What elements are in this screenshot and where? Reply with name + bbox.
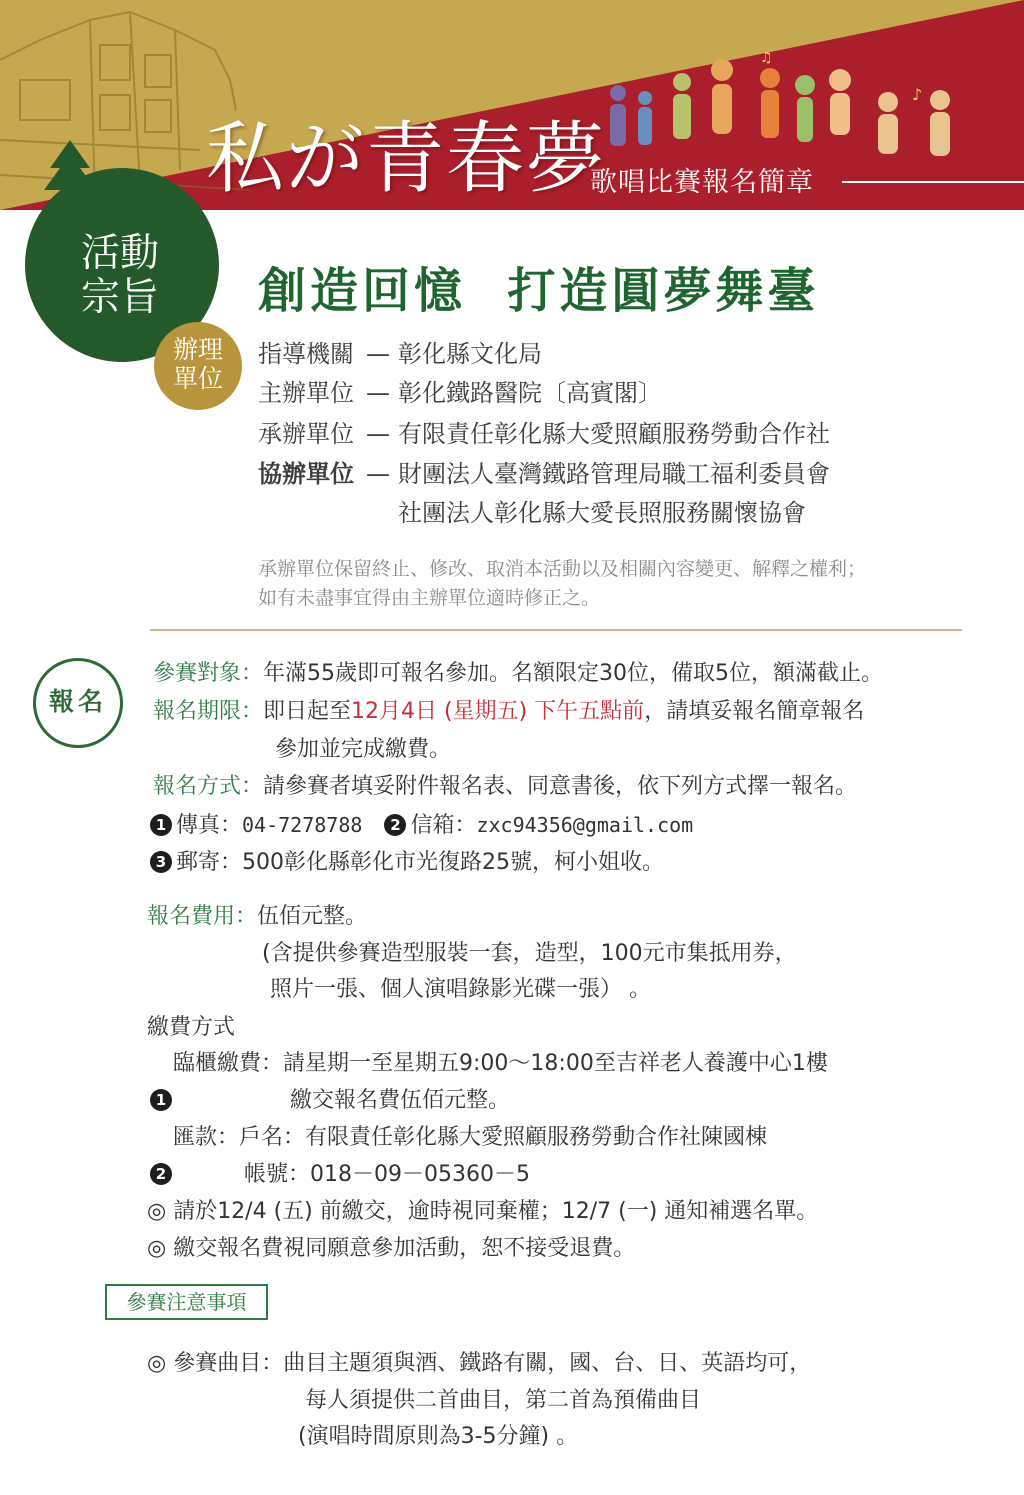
fee-amount: 伍佰元整。 [257, 904, 368, 929]
counter-text-2: 繳交報名費伍佰元整。 [290, 1088, 511, 1113]
method-text: 請參賽者填妥附件報名表、同意書後，依下列方式擇一報名。 [263, 774, 858, 799]
number-2-icon: 2 [384, 814, 406, 836]
mail-option-line [150, 845, 664, 876]
organizer-row [258, 334, 542, 369]
slogan: 創造回憶 打造圓夢舞臺 [258, 263, 820, 319]
transfer-label: 匯款： [173, 1125, 240, 1150]
disclaimer-line: 如有未盡事宜得由主辦單位適時修正之。 [258, 587, 601, 609]
deadline-date: 12月4日 (星期五) 下午五點前 [351, 699, 645, 724]
counter-text: 請星期一至星期五9:00～18:00至吉祥老人養護中心1樓 [283, 1051, 828, 1076]
sub-title: 歌唱比賽報名簡章 [590, 167, 814, 198]
counter-payment-line [173, 1046, 828, 1077]
contact-options-line [150, 808, 693, 839]
organizer-label: 指導機關 [258, 340, 354, 368]
deadline-line [153, 694, 864, 725]
registration-label: 報名 [48, 687, 107, 716]
deadline-suffix: ，請填妥報名簡章報名 [644, 699, 865, 724]
notice-line: (演唱時間原則為3-5分鐘) 。 [298, 1424, 579, 1449]
purpose-label-line2: 宗旨 [80, 275, 159, 320]
fee-label: 報名費用： [147, 904, 258, 929]
transfer-account-line [150, 1157, 530, 1188]
purpose-label [45, 232, 195, 320]
counter-label: 臨櫃繳費： [173, 1051, 284, 1076]
organizer-value: 財團法人臺灣鐵路管理局職工福利委員會 [398, 460, 830, 488]
notice-line: ◎ 參賽曲目：曲目主題須與酒、鐵路有關，國、台、日、英語均可， [147, 1351, 812, 1376]
fax-number: 04-7278788 [242, 813, 363, 837]
disclaimer-line: 承辦單位保留終止、修改、取消本活動以及相關內容變更、解釋之權利； [258, 558, 867, 580]
number-1-icon: 1 [150, 814, 172, 836]
purpose-label-line1: 活動 [80, 231, 159, 276]
organizers-label-line2: 單位 [172, 364, 223, 393]
organizer-dash: — [366, 420, 390, 448]
payment-note: ◎ 繳交報名費視同願意參加活動，恕不接受退費。 [147, 1236, 636, 1261]
notice-title: 參賽注意事項 [105, 1284, 268, 1320]
deadline-line2: 參加並完成繳費。 [275, 737, 452, 762]
counter-payment-line2 [150, 1083, 510, 1114]
fee-line [147, 899, 367, 930]
svg-text:♫: ♫ [760, 50, 773, 66]
svg-text:♪: ♪ [912, 85, 923, 104]
organizer-label: 承辦單位 [258, 420, 354, 448]
organizers-label [154, 335, 242, 393]
fee-note-line: (含提供參賽造型服裝一套，造型，100元市集抵用券， [262, 941, 797, 966]
organizer-value: 彰化鐵路醫院〔高賓閣〕 [398, 379, 662, 407]
organizer-row [258, 493, 806, 528]
organizer-row [258, 454, 830, 489]
fax-label: 傳真： [176, 813, 243, 838]
eligibility-line [153, 656, 883, 687]
organizers-label-line1: 辦理 [172, 335, 223, 364]
notice-line: 每人須提供二首曲目，第二首為預備曲目 [305, 1388, 702, 1413]
organizer-dash: — [366, 460, 390, 488]
deadline-prefix: 即日起至 [263, 699, 352, 724]
number-2-icon: 2 [150, 1163, 172, 1185]
payment-note: ◎ 請於12/4 (五) 前繳交，逾時視同棄權；12/7 (一) 通知補選名單。 [147, 1199, 819, 1224]
deadline-label: 報名期限： [153, 699, 264, 724]
eligibility-label: 參賽對象： [153, 661, 264, 686]
fee-note-line: 照片一張、個人演唱錄影光碟一張） 。 [270, 977, 651, 1002]
transfer-account-name: 戶名：有限責任彰化縣大愛照顧服務勞動合作社陳國棟 [239, 1125, 768, 1150]
organizer-dash: — [366, 340, 390, 368]
main-title: 私が青春夢 [206, 114, 607, 204]
organizer-value: 彰化縣文化局 [398, 340, 542, 368]
eligibility-text: 年滿55歲即可報名參加。名額限定30位，備取5位，額滿截止。 [263, 661, 884, 686]
organizer-value: 有限責任彰化縣大愛照顧服務勞動合作社 [398, 420, 830, 448]
transfer-account-number: 帳號：018－09－05360－5 [244, 1162, 530, 1187]
subtitle-underline [842, 181, 1024, 183]
number-1-icon: 1 [150, 1089, 172, 1111]
payment-title: 繳費方式 [147, 1015, 236, 1040]
organizer-label: 主辦單位 [258, 379, 354, 407]
method-label: 報名方式： [153, 774, 264, 799]
number-3-icon: 3 [150, 851, 172, 873]
method-line [153, 769, 857, 800]
section-divider [150, 629, 962, 631]
email-label: 信箱： [410, 813, 477, 838]
organizer-row [258, 414, 830, 449]
organizer-value: 社團法人彰化縣大愛長照服務關懷協會 [398, 499, 806, 527]
organizer-label: 協辦單位 [258, 460, 354, 488]
organizer-row [258, 373, 662, 408]
transfer-line [173, 1120, 767, 1151]
mail-text: 郵寄：500彰化縣彰化市光復路25號，柯小姐收。 [176, 850, 664, 875]
organizer-dash: — [366, 379, 390, 407]
email-address: zxc94356@gmail.com [476, 813, 694, 837]
